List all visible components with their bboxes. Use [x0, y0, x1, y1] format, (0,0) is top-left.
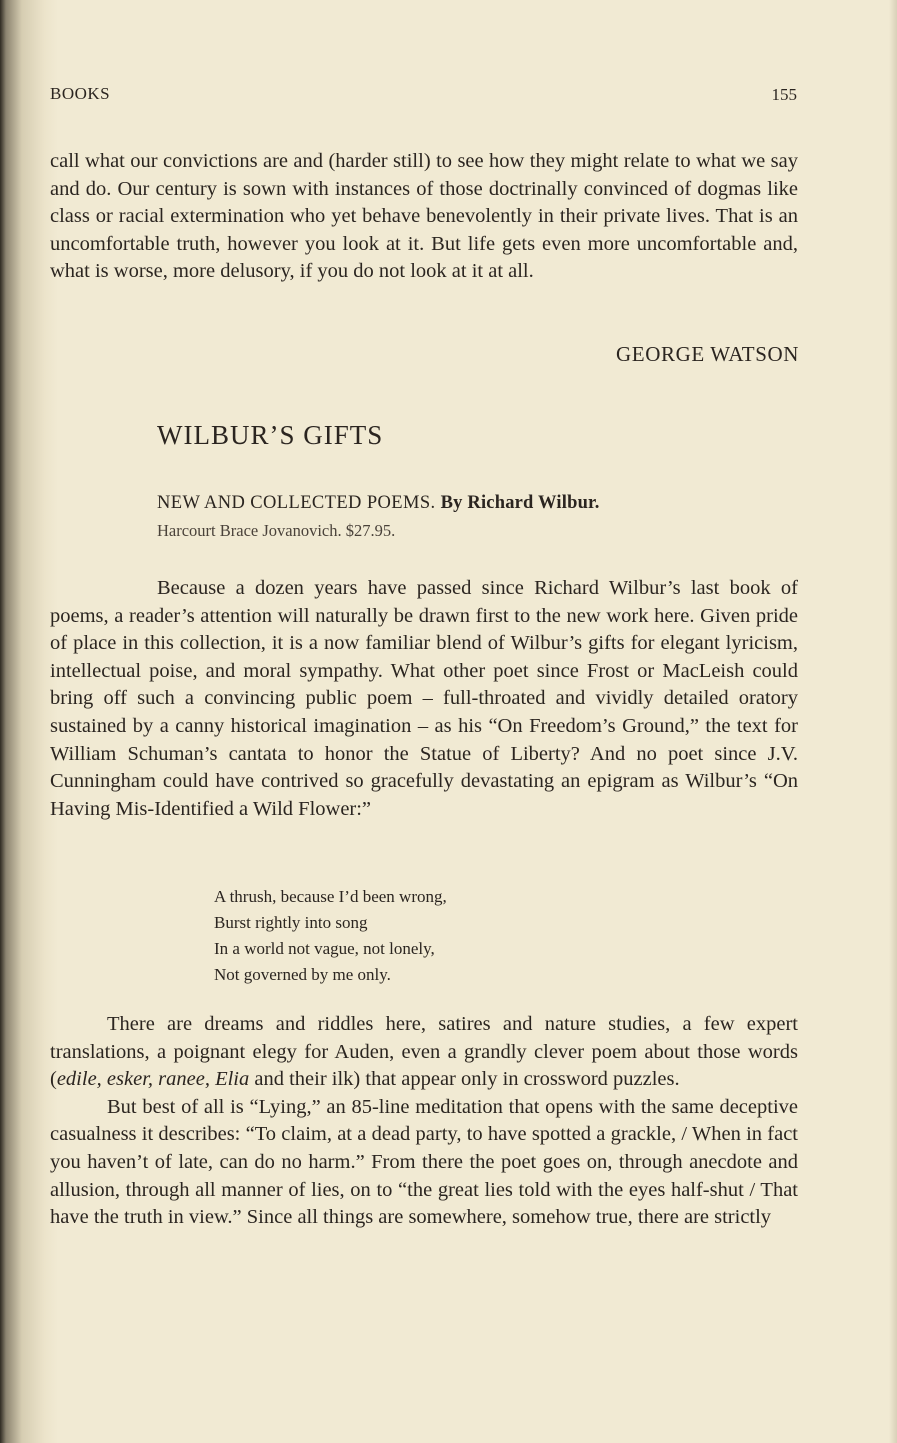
- paragraph: call what our convictions are and (harder still) to see how they might relate to what we say and do. Our century is sown with instances of those doctrinally convinced of dogmas like class or racial extermination who yet behave benevolently in their private lives. That is an uncomfortable truth, however you look at it. But life gets even more uncomfortable and, what is worse, more delusory, if you do not look at it at all.: [50, 150, 798, 283]
- book-title: NEW AND COLLECTED POEMS.: [157, 493, 436, 513]
- publisher-info: Harcourt Brace Jovanovich. $27.95.: [157, 521, 396, 540]
- poem-line: A thrush, because I’d been wrong,: [214, 887, 447, 906]
- paragraph: [50, 1011, 798, 1094]
- poem-line: Burst rightly into song: [214, 913, 368, 932]
- review-intro: [50, 575, 798, 823]
- quoted-poem: [214, 884, 447, 988]
- book-author: By Richard Wilbur.: [440, 493, 600, 513]
- poem-line: In a world not vague, not lonely,: [214, 939, 435, 958]
- page-edge: [889, 0, 897, 1443]
- paragraph: But best of all is “Lying,” an 85-line meditation that opens with the same deceptive casualness it describes: “To claim, at a dead party, to have spotted a grackle, / When in fact you haven’t of late, can do no harm.” From there the poet goes on, through anecdote and allusion, through all manner of lies, on to “the great lies told with the eyes half-shut / That have the truth in view.” Since all things are somewhere, somehow true, there are strictly: [50, 1095, 798, 1229]
- book-citation: [157, 493, 600, 514]
- paragraph-text: There are dreams and riddles here, satires and nature studies, a few expert translations, a poignant elegy for Auden, even a grandly clever poem about those words (: [50, 1013, 798, 1091]
- reviewer-signature: GEORGE WATSON: [616, 342, 799, 366]
- running-head: BOOKS: [50, 84, 111, 103]
- review-title: WILBUR’S GIFTS: [157, 420, 384, 450]
- paragraph: Because a dozen years have passed since Richard Wilbur’s last book of poems, a reader’s attention will naturally be drawn first to the new work here. Given pride of place in this collection, it is a now familiar blend of Wilbur’s gifts for elegant lyricism, intellectual poise, and moral sympathy. What other poet since Frost or MacLeish could bring off such a convincing public poem – full-throated and vividly detailed oratory sustained by a canny historical imagination – as his “On Freedom’s Ground,” the text for William Schuman’s cantata to honor the Statue of Liberty? And no poet since J.V. Cunningham could have contrived so gracefully devastating an epigram as Wilbur’s “On Having Mis-Identified a Wild Flower:”: [50, 577, 798, 820]
- page-number: 155: [771, 85, 797, 104]
- previous-review-closing: [50, 148, 798, 286]
- italic-word-list: edile, esker, ranee, Elia: [56, 1068, 250, 1091]
- poem-line: Not governed by me only.: [214, 965, 391, 984]
- review-body: [50, 1011, 798, 1232]
- paragraph-text: and their ilk) that appear only in crossword puzzles.: [249, 1068, 680, 1091]
